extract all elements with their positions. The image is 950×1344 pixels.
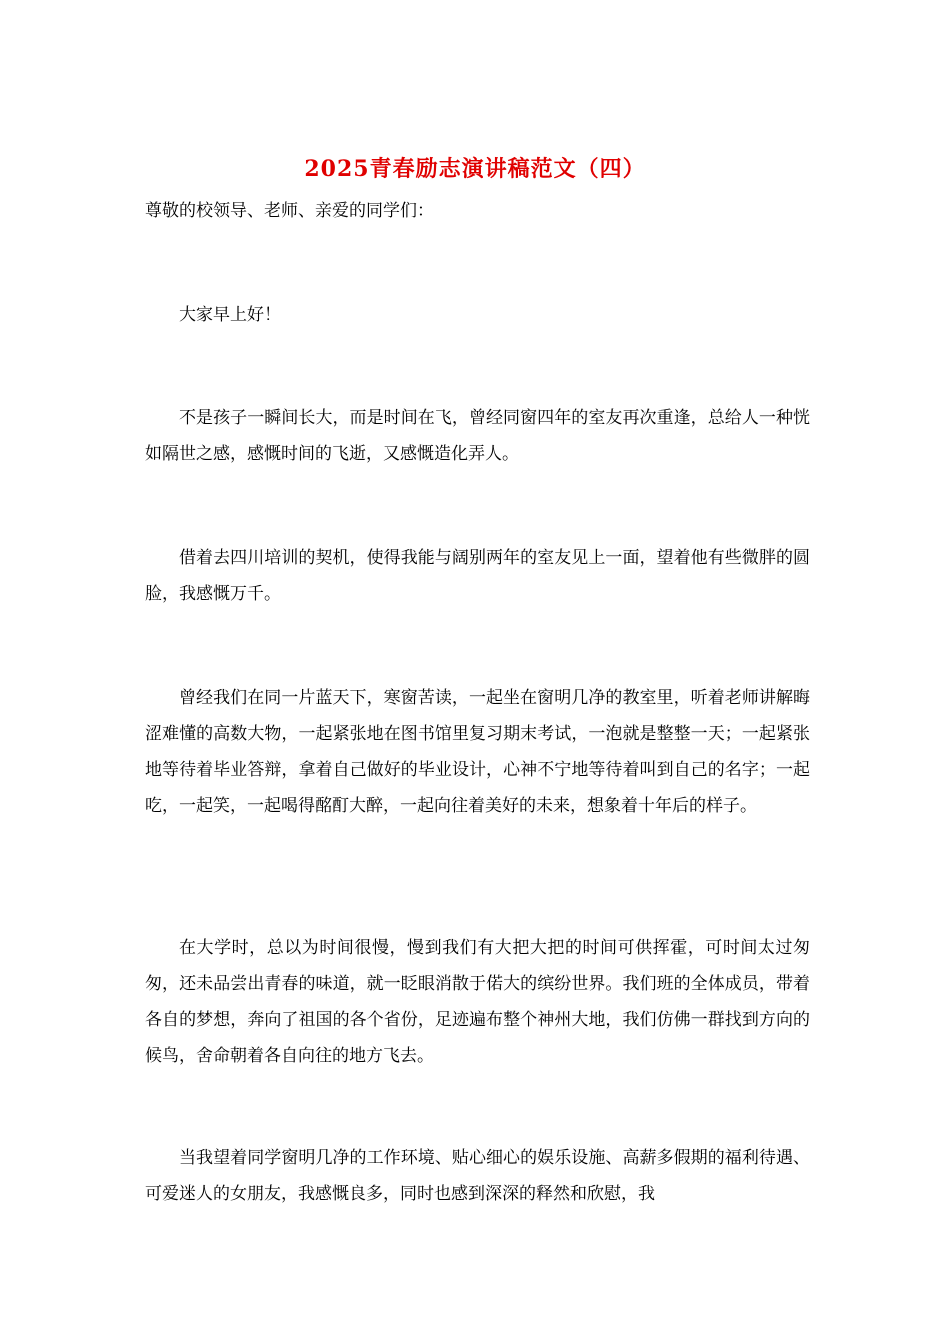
paragraph: 大家早上好！ [179,305,281,325]
salutation: 尊敬的校领导、老师、亲爱的同学们： [145,201,434,221]
document-title: 2025青春励志演讲稿范文（四） [304,156,646,182]
paragraph: 在大学时，总以为时间很慢，慢到我们有大把大把的时间可供挥霍，可时间太过匆匆，还未品尝出青春的味道，就一眨眼消散于偌大的缤纷世界。我们班的全体成员，带着各自的梦想，奔向了祖国的各个省份，足迹遍布整个神州大地，我们仿佛一群找到方向的候鸟，舍命朝着各自向往的地方飞去。 [145,938,810,1066]
paragraph: 不是孩子一瞬间长大，而是时间在飞，曾经同窗四年的室友再次重逢，总给人一种恍如隔世之感，感慨时间的飞逝，又感慨造化弄人。 [145,408,810,464]
paragraph: 当我望着同学窗明几净的工作环境、贴心细心的娱乐设施、高薪多假期的福利待遇、可爱迷人的女朋友，我感慨良多，同时也感到深深的释然和欣慰，我 [145,1148,810,1204]
paragraph: 借着去四川培训的契机，使得我能与阔别两年的室友见上一面，望着他有些微胖的圆脸，我感慨万千。 [145,548,810,604]
paragraph: 曾经我们在同一片蓝天下，寒窗苦读，一起坐在窗明几净的教室里，听着老师讲解晦涩难懂的高数大物，一起紧张地在图书馆里复习期末考试，一泡就是整整一天；一起紧张地等待着毕业答辩，拿着自己做好的毕业设计，心神不宁地等待着叫到自己的名字；一起吃，一起笑，一起喝得酩酊大醉，一起向往着美好的未来，想象着十年后的样子。 [145,688,810,816]
